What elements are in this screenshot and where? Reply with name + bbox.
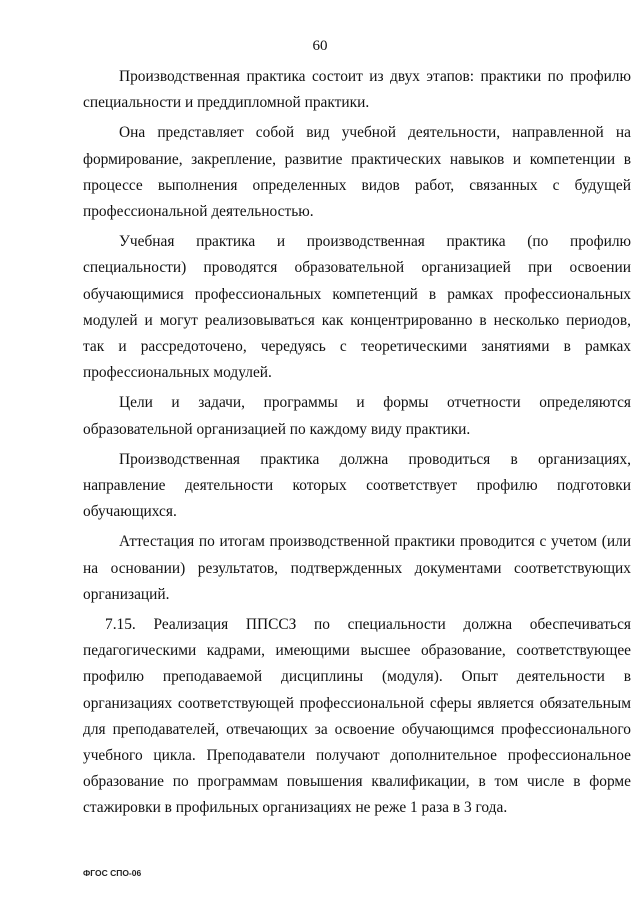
paragraph-attestation: Аттестация по итогам производственной практики проводится с учетом (или на основании) результатов, подтвержденных документами соответствующих организаций. — [83, 533, 631, 603]
document-body — [83, 64, 631, 826]
paragraph-goals-and-tasks: Цели и задачи, программы и формы отчетности определяются образовательной организацией по каждому виду практики. — [83, 394, 631, 438]
paragraph-production-practice-stages: Производственная практика состоит из двух этапов: практики по профилю специальности и преддипломной практики. — [83, 68, 631, 112]
page-number: 60 — [312, 38, 328, 54]
paragraph-section-7-15: 7.15. Реализация ППССЗ по специальности должна обеспечиваться педагогическими кадрами, имеющими высшее образование, соответствующее профилю преподаваемой дисциплины (модуля). Опыт деятельности в организациях соответствующей профессиональной сферы является обязательным для преподавателей, отвечающих за освоение обучающимся профессионального учебного цикла. Преподаватели получают дополнительное профессиональное образование по программам повышения квалификации, в том числе в форме стажировки в профильных организациях не реже 1 раза в 3 года. — [83, 616, 631, 817]
footer-document-code: ФГОС СПО-06 — [83, 868, 142, 878]
paragraph-practice-definition: Она представляет собой вид учебной деятельности, направленной на формирование, закрепление, развитие практических навыков и компетенции в процессе выполнения определенных видов работ, связанных с будущей профессиональной деятельностью. — [83, 124, 631, 221]
paragraph-educational-practice: Учебная практика и производственная практика (по профилю специальности) проводятся образовательной организацией при освоении обучающимися профессиональных компетенций в рамках профессиональных модулей и могут реализовываться как концентрированно в несколько периодов, так и рассредоточено, чередуясь с теоретическими занятиями в рамках профессиональных модулей. — [83, 233, 631, 382]
paragraph-practice-organizations: Производственная практика должна проводиться в организациях, направление деятельности которых соответствует профилю подготовки обучающихся. — [83, 450, 631, 521]
